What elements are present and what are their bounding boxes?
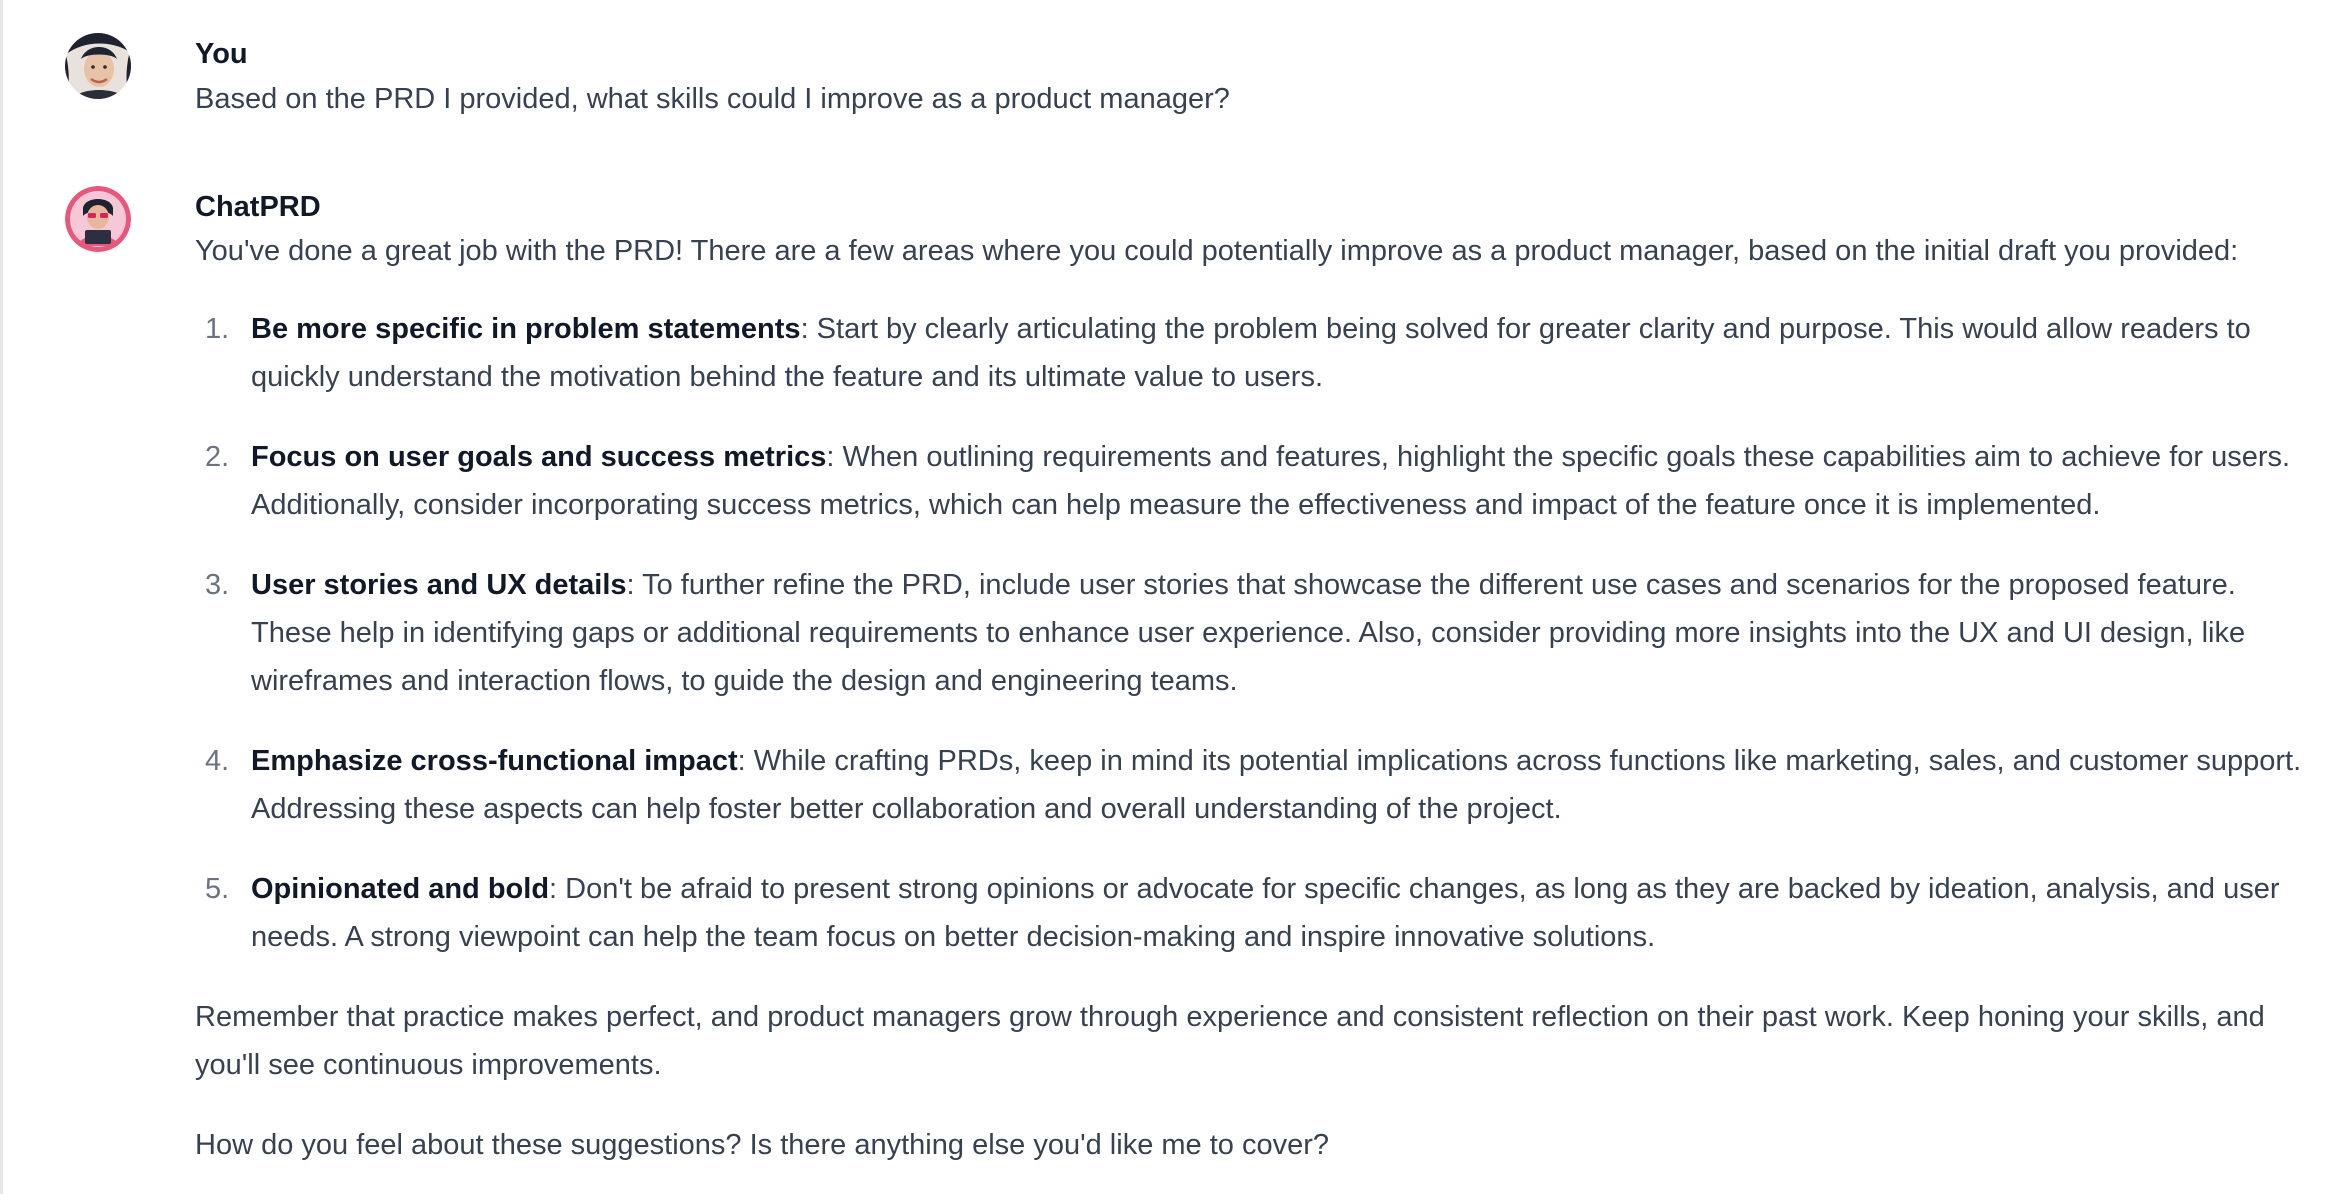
list-item — [195, 433, 2305, 529]
list-item-body: : Start by clearly articulating the problem being solved for greater clarity and purpose. This would allow readers to quickly understand the motivation behind the feature and its ultimate value to users. — [251, 313, 2251, 393]
list-item-title: Opinionated and bold — [251, 873, 550, 905]
list-item-body: : When outlining requirements and features, highlight the specific goals these capabilities aim to achieve for users. Additionally, consider incorporating success metrics, which can help measure the effectiveness and impact of the feature once it is implemented. — [251, 441, 2291, 521]
response-question: How do you feel about these suggestions? Is there anything else you'd like me to cover? — [195, 1129, 1330, 1161]
list-item-body: : While crafting PRDs, keep in mind its potential implications across functions like marketing, sales, and customer support. Addressing these aspects can help foster better collaboration and overall understanding of the project. — [251, 745, 2302, 825]
list-item-number: 4. — [205, 745, 230, 777]
list-item — [195, 865, 2305, 961]
list-item-title: Be more specific in problem statements — [251, 313, 801, 345]
list-item-body: : To further refine the PRD, include user stories that showcase the different use cases and scenarios for the proposed feature. These help in identifying gaps or additional requirements to enhance user experience. Also, consider providing more insights into the UX and UI design, like wireframes and interaction flows, to guide the design and engineering teams. — [251, 569, 2246, 697]
list-item-number: 3. — [205, 569, 230, 601]
user-prompt-text: Based on the PRD I provided, what skills could I improve as a product manager? — [195, 83, 1230, 115]
list-item-number: 2. — [205, 441, 230, 473]
message-author-chatprd: ChatPRD — [195, 191, 321, 223]
list-item-title: Focus on user goals and success metrics — [251, 441, 827, 473]
response-intro: You've done a great job with the PRD! There are a few areas where you could potentially improve as a product manager, based on the initial draft you provided: — [195, 235, 2239, 267]
list-item — [195, 305, 2305, 401]
list-item-number: 5. — [205, 873, 230, 905]
list-item — [195, 561, 2305, 705]
assistant-response-body — [195, 228, 2305, 1169]
left-divider — [0, 0, 3, 1194]
suggestions-list — [195, 305, 2305, 961]
response-closing: Remember that practice makes perfect, and product managers grow through experience and consistent reflection on their past work. Keep honing your skills, and you'll see continuous improvements. — [195, 1001, 2265, 1081]
user-avatar-icon — [65, 33, 131, 99]
list-item-body: : Don't be afraid to present strong opinions or advocate for specific changes, as long as they are backed by ideation, analysis, and user needs. A strong viewpoint can help the team focus on better decision-making and inspire innovative solutions. — [251, 873, 2280, 953]
list-item-title: Emphasize cross-functional impact — [251, 745, 738, 777]
message-author-you: You — [195, 38, 248, 70]
chatprd-avatar-icon — [65, 186, 131, 252]
user-message-text — [195, 76, 2305, 122]
list-item — [195, 737, 2305, 833]
list-item-number: 1. — [205, 313, 230, 345]
list-item-title: User stories and UX details — [251, 569, 627, 601]
